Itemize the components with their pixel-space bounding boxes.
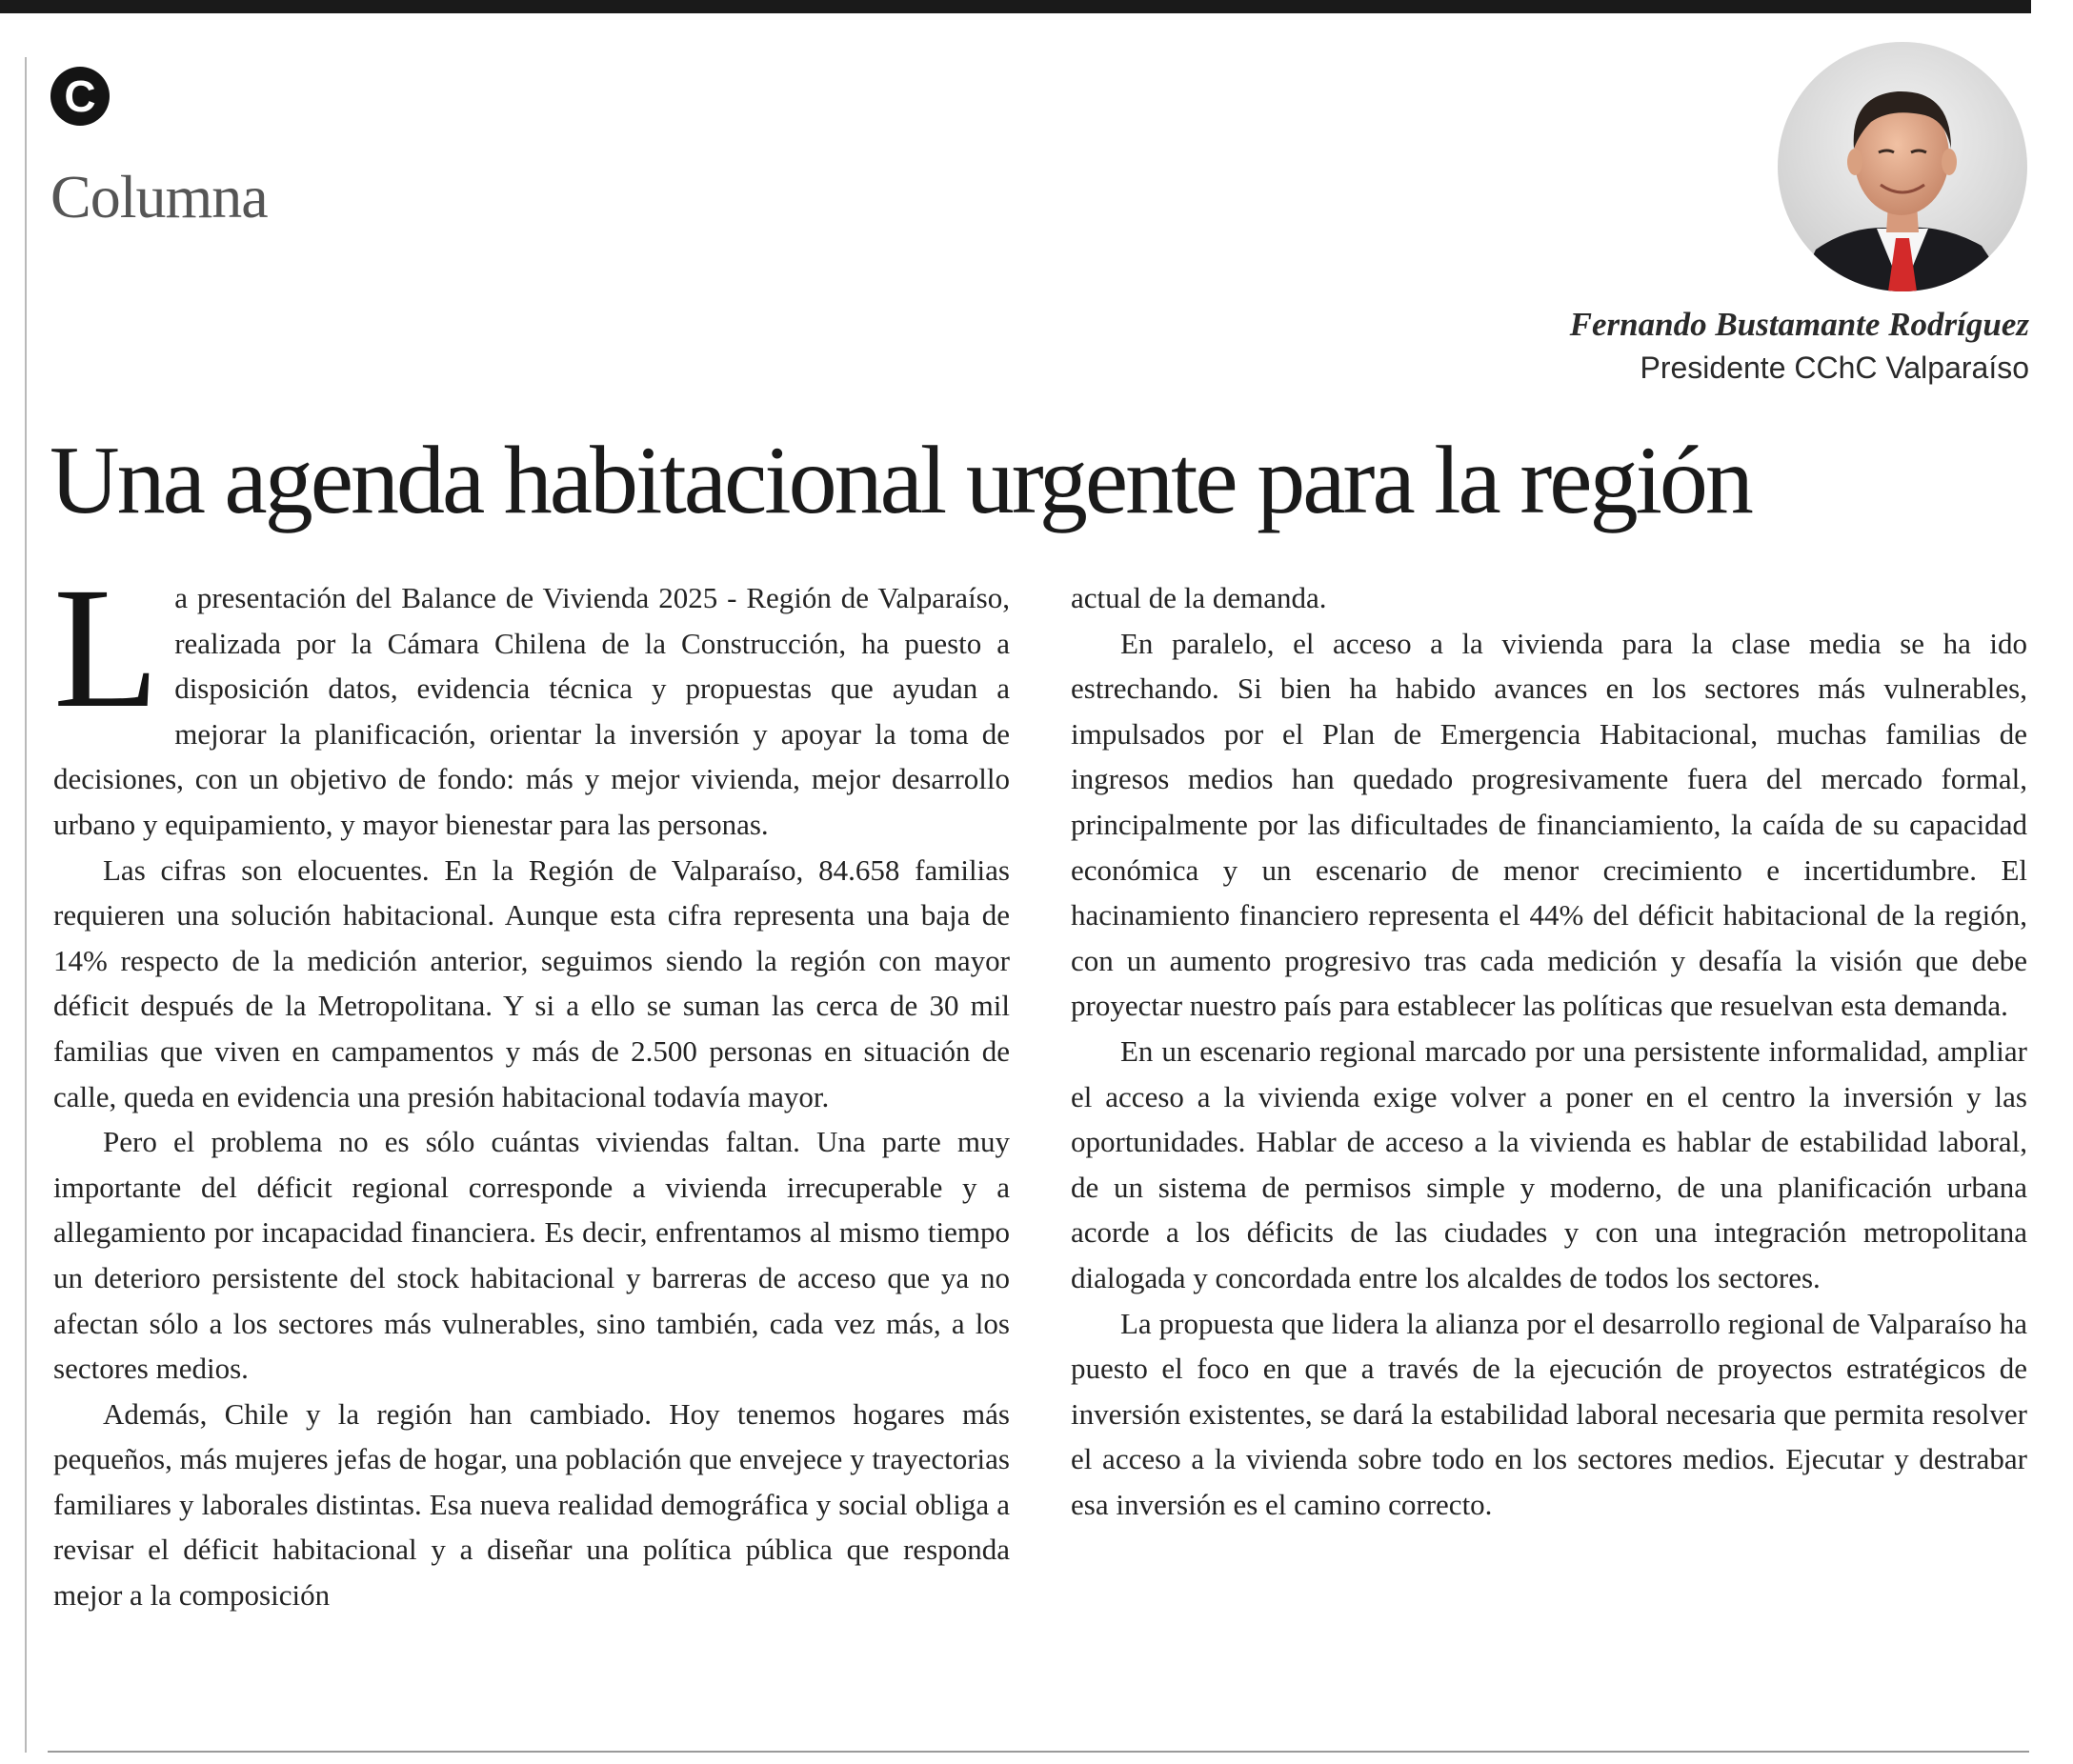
author-role: Presidente CChC Valparaíso <box>1640 351 2029 385</box>
byline <box>1570 303 2029 389</box>
article-paragraph: Pero el problema no es sólo cuántas viviendas faltan. Una parte muy importante del déficit regional corresponde a vivienda irrecuperable y a allegamiento por incapacidad financiera. Es decir, enfrentamos al mismo tiempo un deterioro persistente del stock habitacional y barreras de acceso que ya no afectan sólo a los sectores más vulnerables, sino también, cada vez más, a los sectores medios. <box>53 1125 1010 1386</box>
article-paragraph: Además, Chile y la región han cambiado. Hoy tenemos hogares más pequeños, más mujeres jefas de hogar, una población que envejece y trayectorias familiares y laborales distintas. Esa nueva realidad demográfica y social obliga a revisar el déficit habitacional y a diseñar una política pública que responda mejor a la composición <box>53 1396 1010 1613</box>
article-paragraph <box>53 552 1010 848</box>
author-name: Fernando Bustamante Rodríguez <box>1569 306 2029 343</box>
paragraph-text: a presentación del Balance de Vivienda 2025 - Región de Valparaíso, realizada por la Cámara Chilena de la Construcción, ha puesto a disposición datos, evidencia técnica y propuestas que ayudan a mejorar la planificación, orientar la inversión y apoyar la toma de decisiones, con un objetivo de fondo: más y mejor vivienda, mejor desarrollo urbano y equipamiento, y mayor bienestar para las personas. <box>53 581 1010 841</box>
article-paragraph: La propuesta que lidera la alianza por el desarrollo regional de Valparaíso ha puesto el foco en que a través de la ejecución de proyectos estratégicos de inversión existentes, se dará la estabilidad laboral necesaria que permita resolver el acceso a la vivienda sobre todo en los sectores medios. Ejecutar y destrabar esa inversión es el camino correcto. <box>1071 1306 2027 1521</box>
article-column-left <box>53 552 1010 1618</box>
top-rule <box>0 0 2031 13</box>
section-name: Columna <box>50 163 268 231</box>
dropcap: L <box>53 552 160 744</box>
article-paragraph: actual de la demanda. <box>1071 581 1327 614</box>
section-badge-icon: C <box>50 67 110 126</box>
headline: Una agenda habitacional urgente para la región <box>50 427 1751 534</box>
author-portrait <box>1778 42 2027 291</box>
article-paragraph: Las cifras son elocuentes. En la Región de Valparaíso, 84.658 familias requieren una solución habitacional. Aunque esta cifra representa una baja de 14% respecto de la medición anterior, seguimos siendo la región con mayor déficit después de la Metropolitana. Y si a ello se suman las cerca de 30 mil familias que viven en campamentos y más de 2.500 personas en situación de calle, queda en evidencia una presión habitacional todavía mayor. <box>53 852 1010 1113</box>
article-column-right <box>1071 575 2027 1527</box>
article-paragraph: En paralelo, el acceso a la vivienda para la clase media se ha ido estrechando. Si bien ha habido avances en los sectores más vulnerables, impulsados por el Plan de Emergencia Habitacional, muchas familias de ingresos medios han quedado progresivamente fuera del mercado formal, principalmente por las dificultades de financiamiento, la caída de su capacidad económica y un escenario de menor crecimiento e incertidumbre. El hacinamiento financiero representa el 44% del déficit habitacional de la región, con un aumento progresivo tras cada medición y desafía la visión que debe proyectar nuestro país para establecer las políticas que resuelvan esta demanda. <box>1071 626 2027 1023</box>
left-margin-rule <box>25 57 27 1753</box>
bottom-rule <box>48 1751 2029 1753</box>
article-paragraph: En un escenario regional marcado por una persistente informalidad, ampliar el acceso a la vivienda exige volver a poner en el centro la inversión y las oportunidades. Hablar de acceso a la vivienda es hablar de estabilidad laboral, de un sistema de permisos simple y moderno, de una planificación urbana acorde a los déficits de las ciudades y con una integración metropolitana dialogada y concordada entre los alcaldes de todos los sectores. <box>1071 1033 2027 1294</box>
